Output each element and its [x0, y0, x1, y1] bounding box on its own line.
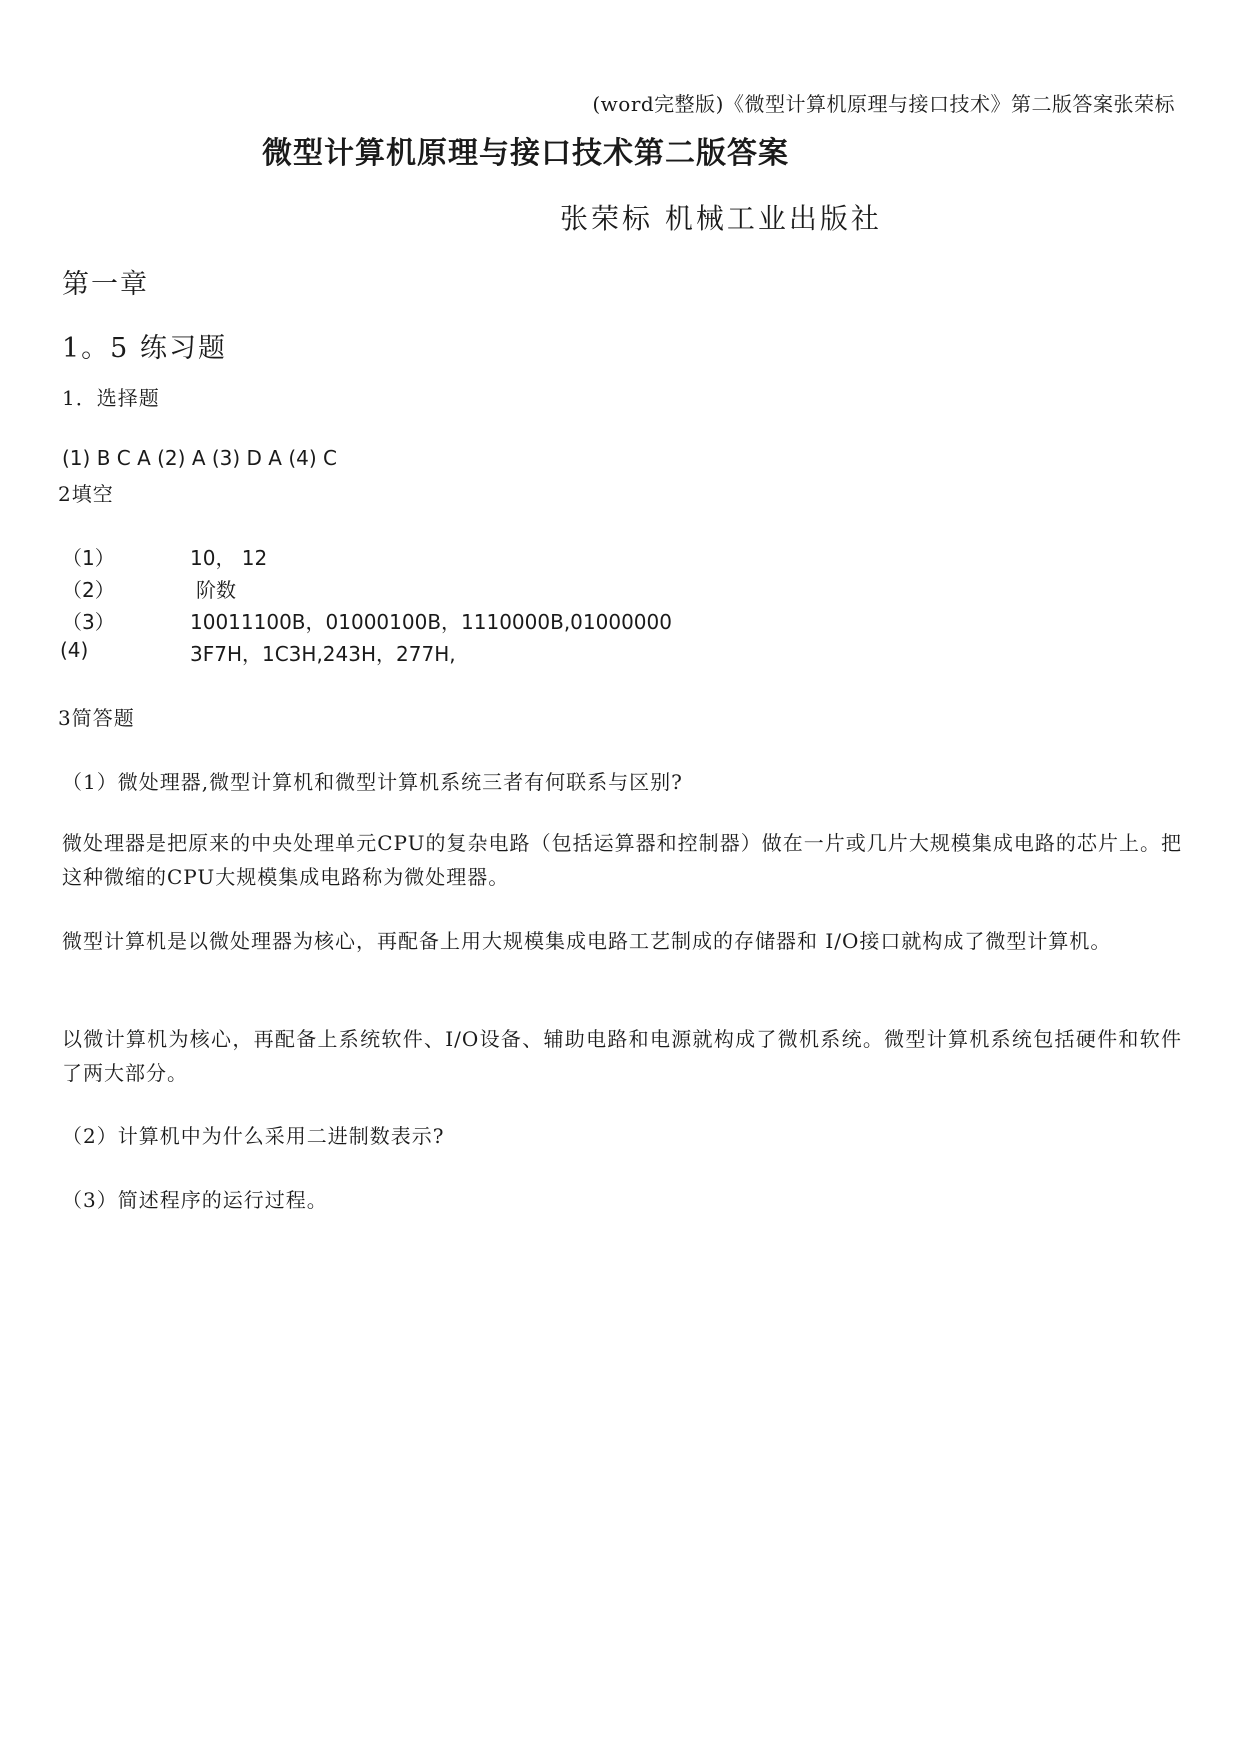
q2-item-label: (4) [60, 638, 89, 662]
q1-heading: 1．选择题 [62, 386, 160, 410]
chapter-heading: 第一章 [62, 269, 149, 300]
q3-heading: 3简答题 [58, 706, 135, 730]
q2-item-label: （1） [62, 546, 115, 570]
q2-item-value: 阶数 [196, 578, 236, 602]
q2-heading: 2填空 [58, 482, 114, 506]
q3-question-2: （2）计算机中为什么采用二进制数表示? [62, 1124, 445, 1148]
q2-item-value: 3F7H，1C3H,243H，277H, [190, 642, 456, 666]
answer-paragraph: 以微计算机为核心，再配备上系统软件、I/O设备、辅助电路和电源就构成了微机系统。微型计算机系统包括硬件和软件了两大部分。 [62, 1027, 1182, 1085]
q1-answers: (1) B C A (2) A (3) D A (4) C [62, 446, 337, 470]
answer-paragraph: 微处理器是把原来的中央处理单元CPU的复杂电路（包括运算器和控制器）做在一片或几片大规模集成电路的芯片上。把这种微缩的CPU大规模集成电路称为微处理器。 [62, 831, 1182, 889]
section-heading: 1。5 练习题 [62, 333, 227, 364]
document-title: 微型计算机原理与接口技术第二版答案 [262, 136, 789, 171]
page-header: (word完整版)《微型计算机原理与接口技术》第二版答案张荣标 [592, 92, 1175, 116]
q2-item-label: （3） [62, 610, 115, 634]
q3-question-3: （3）简述程序的运行过程。 [62, 1188, 328, 1212]
q3-question-1: （1）微处理器,微型计算机和微型计算机系统三者有何联系与区别? [62, 770, 683, 794]
q2-item-label: （2） [62, 578, 115, 602]
q2-item-value: 10011100B，01000100B，1110000B,01000000 [190, 610, 672, 634]
q2-item-value: 10， 12 [190, 546, 268, 570]
document-subtitle: 张荣标 机械工业出版社 [560, 202, 882, 235]
answer-paragraph: 微型计算机是以微处理器为核心，再配备上用大规模集成电路工艺制成的存储器和 I/O接口就构成了微型计算机。 [62, 929, 1112, 953]
